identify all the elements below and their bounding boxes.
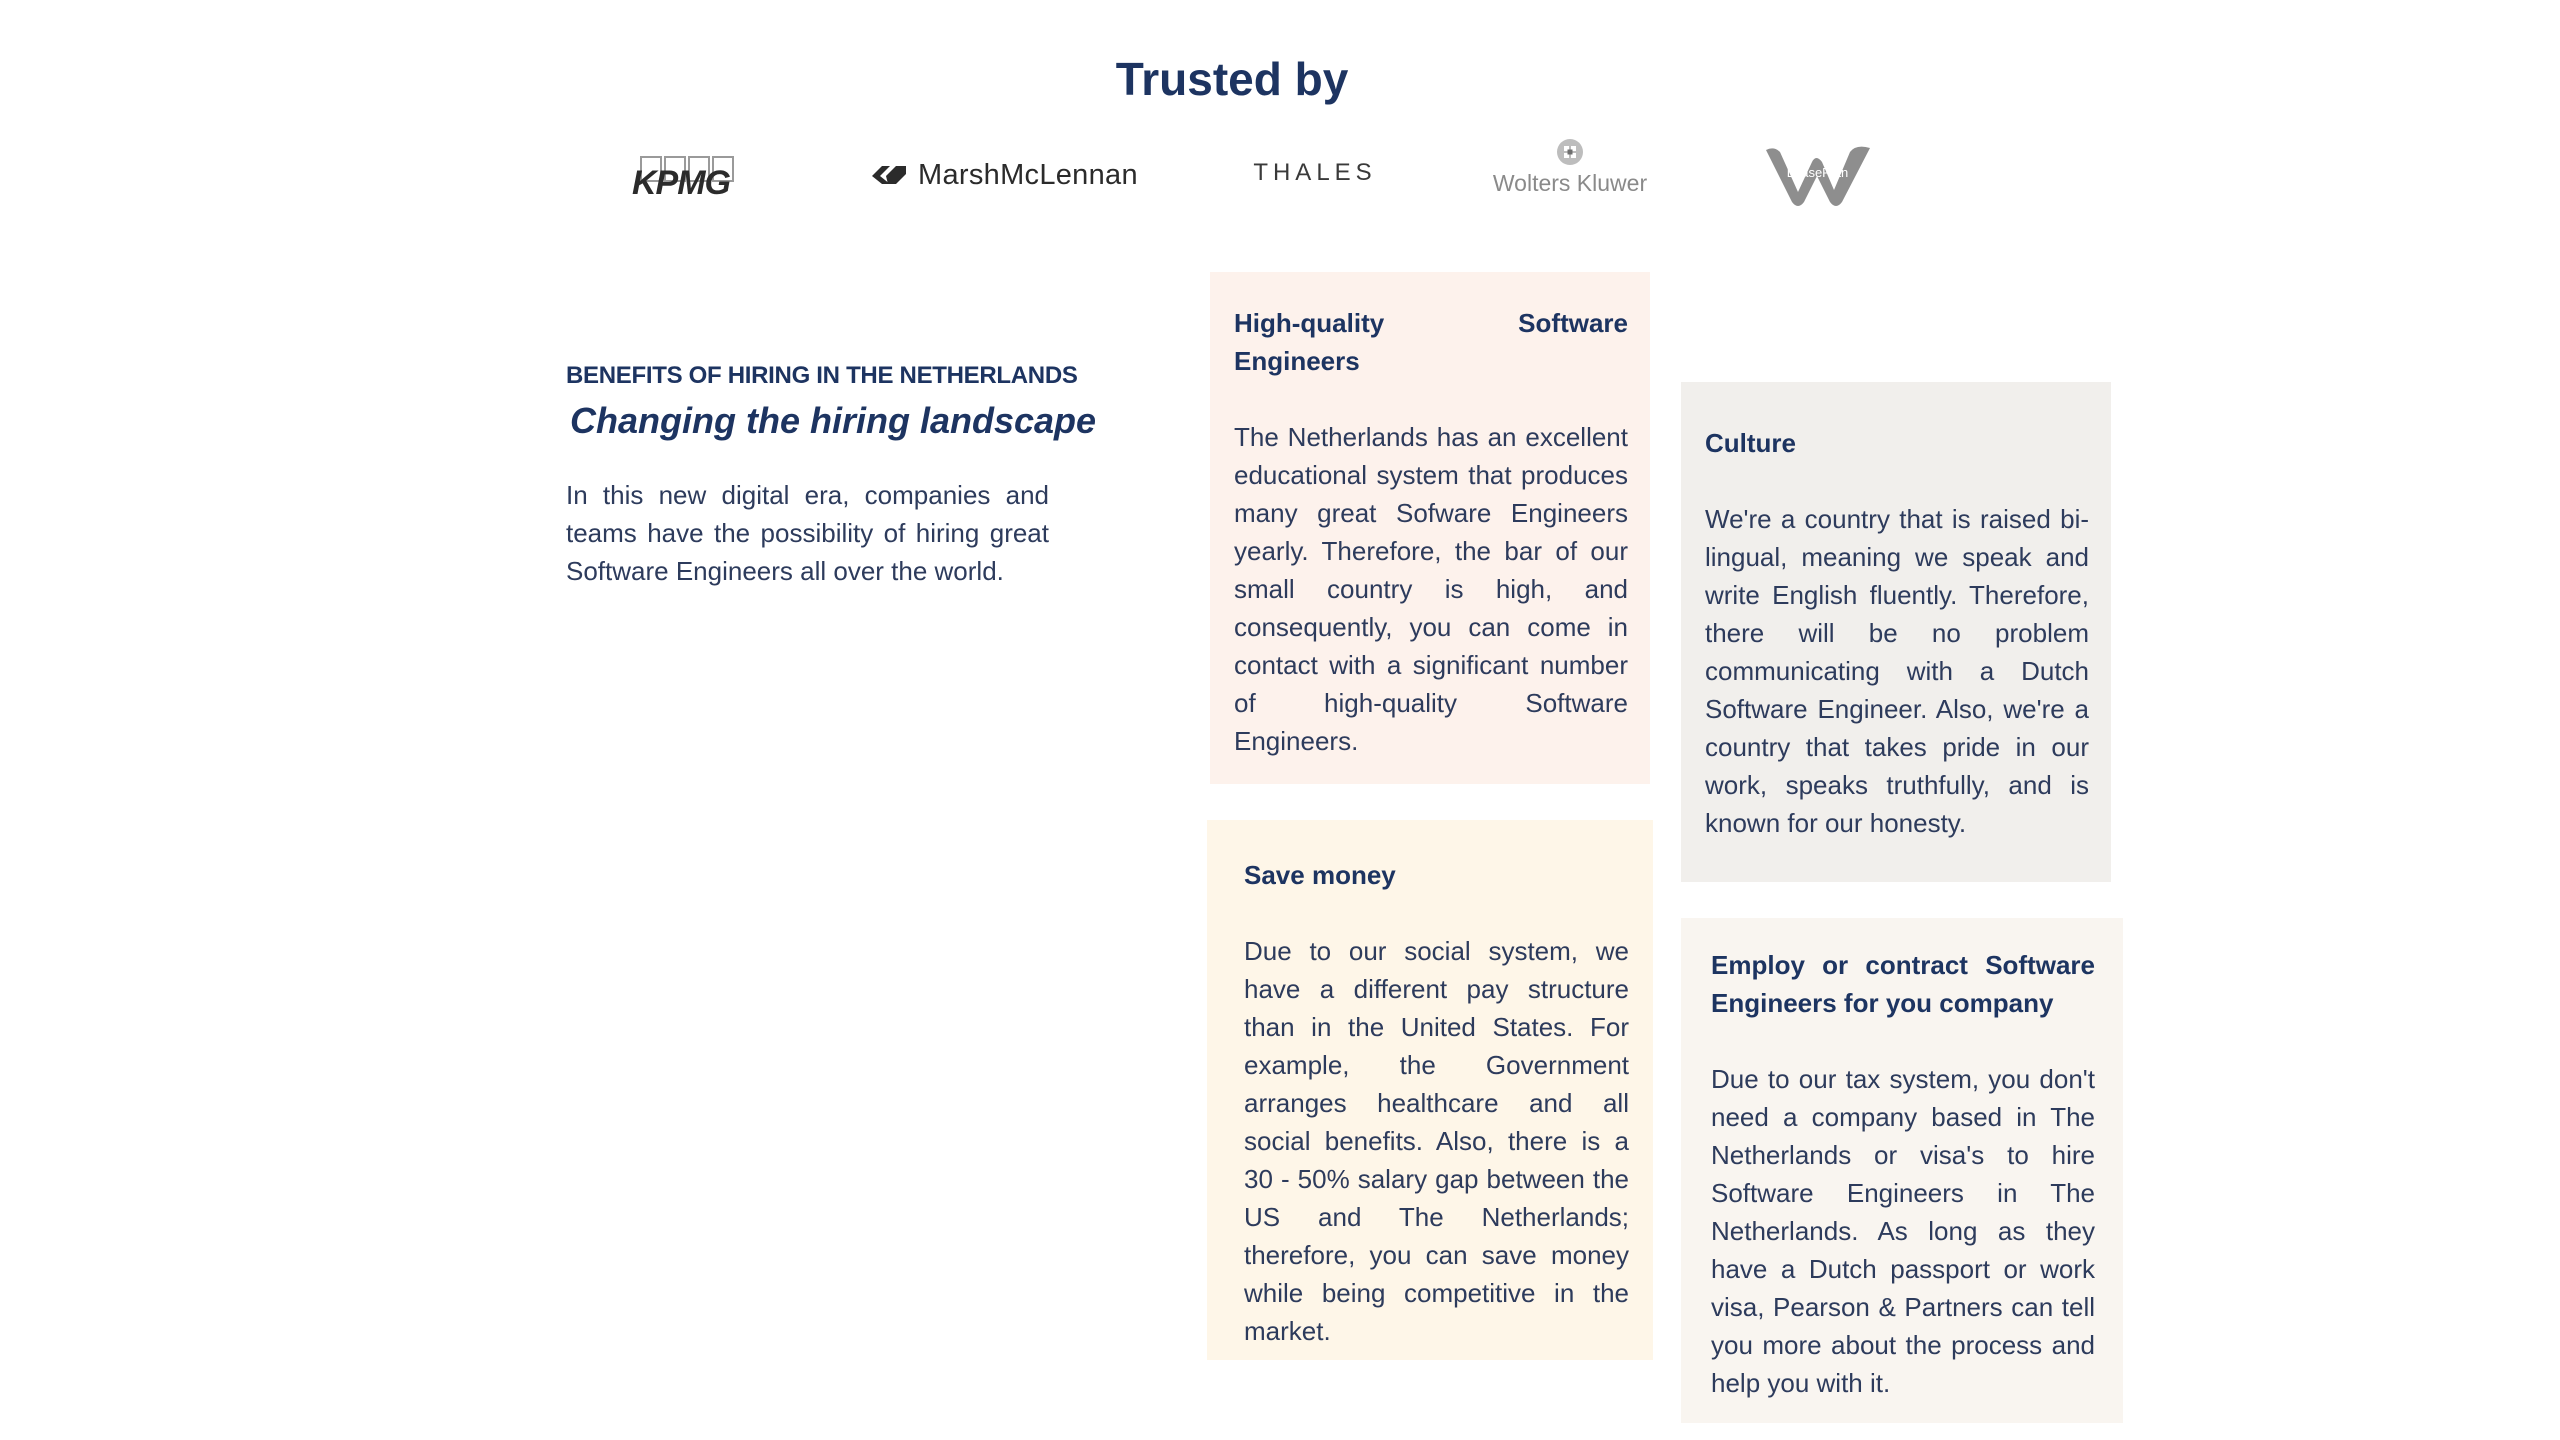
intro-paragraph: In this new digital era, companies and teams have the possibility of hiring great Software Engineers all over the world. (566, 480, 1049, 586)
wolters-kluwer-mark-icon (1554, 136, 1586, 168)
wolters-kluwer-logo-text: Wolters Kluwer (1492, 169, 1648, 196)
card-body: We're a country that is raised bi-lingual, meaning we speak and write English fluently. Therefore, there will be no problem communicating with a Dutch Software Engineer. Also, we're a country that takes pride in our work, speaks truthfully, and is known for our honesty. (1705, 504, 2089, 838)
wolters-kluwer-logo (1485, 134, 1655, 198)
card-title: Save money (1244, 860, 1396, 890)
marsh-mark-icon (870, 162, 908, 188)
trusted-by-title: Trusted by (1115, 53, 1349, 105)
section-eyebrow: BENEFITS OF HIRING IN THE NETHERLANDS (566, 362, 1078, 389)
card-title: Culture (1705, 428, 1796, 458)
card-title: Employ or contract Software Engineers for you company (1711, 950, 2095, 1018)
section-subtitle: Changing the hiring landscape (570, 400, 1097, 441)
thales-logo (1240, 155, 1390, 191)
card-title: High-quality Software Engineers (1234, 308, 1628, 376)
benefit-card-save-money (1207, 820, 1653, 1360)
card-body: Due to our social system, we have a different pay structure than in the United States. For example, the Government arranges healthcare and all social benefits. Also, there is a 30 - 50% salary gap between the US and The Netherlands; therefore, you can save money while being competitive in the market. (1244, 936, 1629, 1346)
leaseplan-logo (1760, 140, 1875, 210)
marshmclennan-logo-text: MarshMcLennan (918, 158, 1138, 191)
benefit-card-employ-contract (1681, 918, 2123, 1423)
card-body: The Netherlands has an excellent educational system that produces many great Sofware Engineers yearly. Therefore, the bar of our small country is high, and consequently, you can come in contact with a significant number of high-quality Software Engineers. (1234, 422, 1628, 756)
benefit-card-culture (1681, 382, 2111, 882)
kpmg-logo-text: KPMG (632, 164, 730, 202)
benefit-card-high-quality (1210, 272, 1650, 784)
thales-logo-text: THALES (1253, 159, 1377, 186)
leaseplan-logo-text: LeasePlan (1786, 164, 1849, 180)
card-body: Due to our tax system, you don't need a company based in The Netherlands or visa's to hire Software Engineers in The Netherlands. As long as they have a Dutch passport or work visa, Pearson & Partners can tell you more about the process and help you with it. (1711, 1064, 2095, 1398)
marshmclennan-logo (870, 155, 1150, 195)
kpmg-logo (630, 150, 740, 206)
